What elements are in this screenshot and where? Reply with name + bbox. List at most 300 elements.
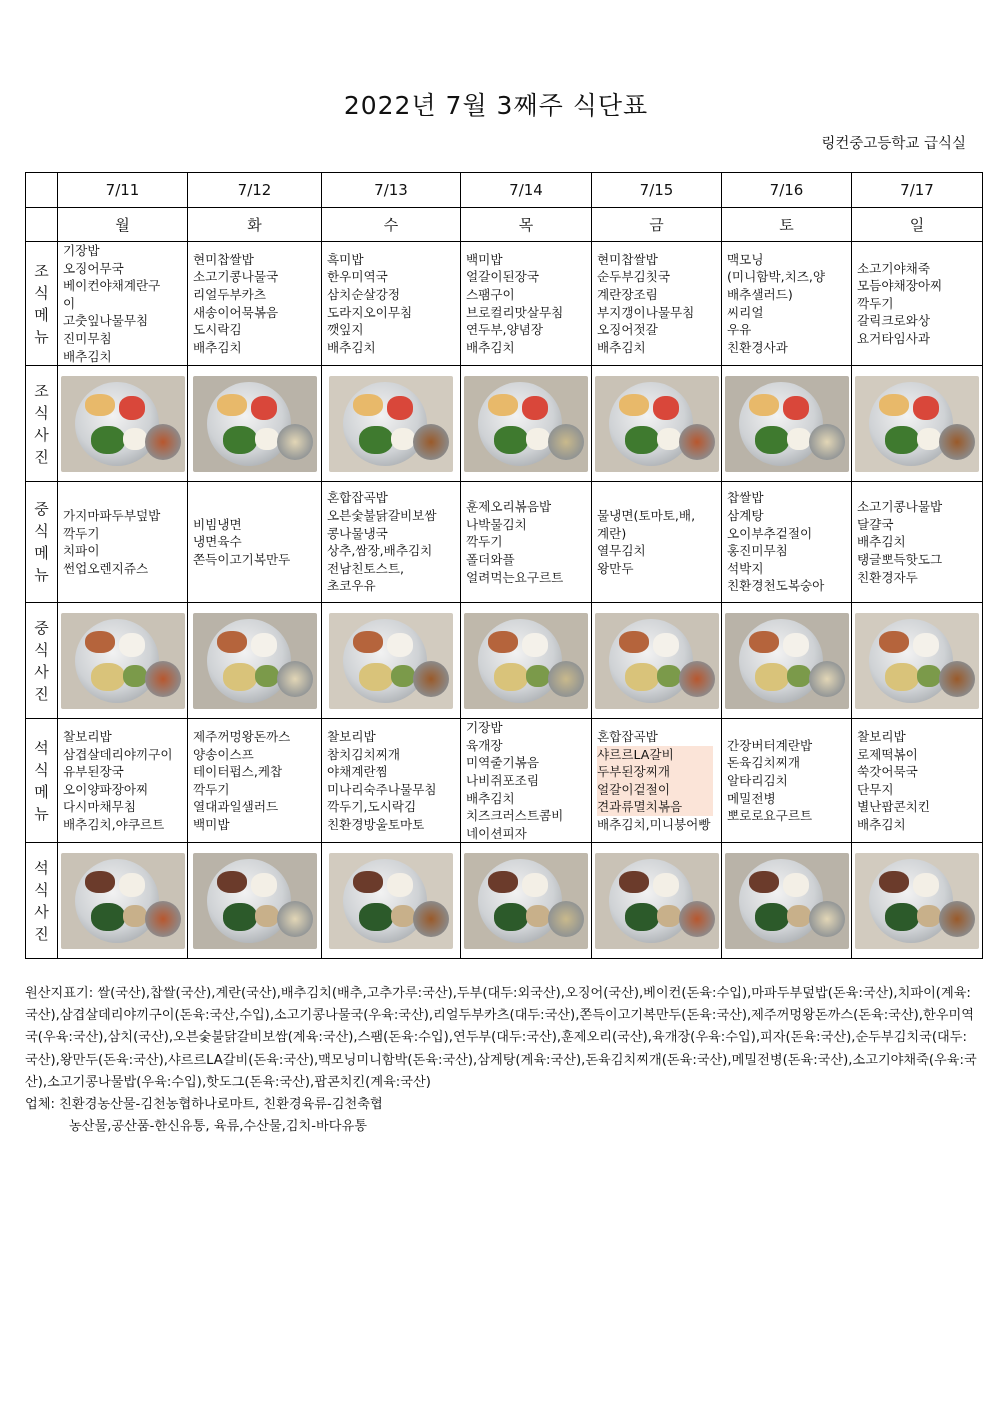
origin-paragraph: [25, 983, 977, 1094]
meal-photo-cell: [188, 843, 322, 959]
menu-item: 제주꺼멍왕돈까스: [193, 728, 291, 744]
meal-photo-cell: [188, 366, 322, 482]
menu-item: 도시락김: [193, 322, 242, 338]
food-portion: [251, 873, 277, 897]
meal-photo: [61, 853, 185, 949]
menu-item: 현미찹쌀밥: [597, 251, 658, 267]
date-cell: 7/16: [722, 173, 852, 208]
food-portion: [217, 631, 247, 653]
meal-photo-cell: [592, 366, 722, 482]
weekday-cell: 화: [188, 208, 322, 242]
food-portion: [91, 663, 125, 691]
food-portion: [885, 663, 919, 691]
menu-item: 테이터펍스,케찹: [193, 764, 283, 780]
row-label-char: 뉴: [34, 566, 49, 585]
lunch-menu-cell: [592, 482, 722, 603]
menu-item: 미역줄기볶음: [466, 755, 539, 771]
menu-item: 양송이스프: [193, 746, 254, 762]
dinner-menu-cell: [722, 719, 852, 843]
row-label-char: 조: [34, 261, 49, 280]
menu-item: 모듬야채장아찌: [857, 278, 943, 294]
menu-item: 진미무침: [63, 330, 112, 346]
food-portion: [913, 396, 939, 420]
food-portion: [488, 394, 518, 416]
food-portion: [494, 426, 528, 454]
food-portion: [787, 905, 811, 927]
food-portion: [494, 903, 528, 931]
menu-item: 찰보리밥: [857, 728, 906, 744]
corner-cell: [26, 208, 58, 242]
menu-item: 친환경천도복숭아: [727, 578, 825, 594]
row-label: [26, 603, 58, 719]
breakfast-menu-cell: [322, 242, 461, 366]
origin-label: 원산지표기:: [25, 986, 94, 1001]
menu-item: 탱글뽀득핫도그: [857, 551, 943, 567]
menu-item: 배추김치: [327, 339, 376, 355]
dinner-photo-row: [26, 843, 983, 959]
plate-graphic: [739, 859, 823, 943]
food-portion: [783, 396, 809, 420]
food-portion: [494, 663, 528, 691]
meal-photo: [595, 376, 719, 472]
food-portion: [223, 663, 257, 691]
weekday-row: [26, 208, 983, 242]
food-portion: [387, 396, 413, 420]
menu-item: 기장밥: [466, 720, 503, 736]
menu-item: 흑미밥: [327, 251, 364, 267]
plate-graphic: [75, 859, 159, 943]
menu-item: 삼치순살강정: [327, 286, 400, 302]
food-portion: [359, 426, 393, 454]
menu-item: 전남친토스트,: [327, 560, 404, 576]
menu-item: 부지갱이나물무침: [597, 304, 695, 320]
weekday-cell: 목: [461, 208, 592, 242]
menu-item: 다시마채무침: [63, 799, 136, 815]
food-portion: [223, 426, 257, 454]
meal-photo-cell: [322, 843, 461, 959]
food-portion: [619, 631, 649, 653]
date-row: [26, 173, 983, 208]
footer-notes: [25, 983, 977, 1138]
menu-item: 새송이어묵볶음: [193, 304, 279, 320]
lunch-photo-row: [26, 603, 983, 719]
menu-item: 배추김치: [63, 348, 112, 364]
meal-photo: [725, 853, 849, 949]
menu-item: 메밀전병: [727, 790, 776, 806]
food-portion: [783, 633, 809, 657]
menu-item: 소고기콩나물국: [193, 269, 279, 285]
breakfast-menu-cell: [461, 242, 592, 366]
meal-photo: [61, 613, 185, 709]
lunch-menu-cell: [188, 482, 322, 603]
row-label-char: 뉴: [34, 327, 49, 346]
weekly-menu-table: [25, 172, 983, 959]
meal-photo-cell: [722, 843, 852, 959]
menu-item: 도라지오이무침: [327, 304, 413, 320]
menu-item: 친환경사과: [727, 339, 788, 355]
food-portion: [223, 903, 257, 931]
row-label-char: 석: [34, 858, 49, 877]
plate-graphic: [869, 859, 953, 943]
menu-item: 쑥갓어묵국: [857, 764, 918, 780]
menu-item: 요거타임사과: [857, 330, 930, 346]
food-portion: [913, 633, 939, 657]
soup-bowl: [145, 661, 181, 697]
menu-item: 돈육김치찌개: [727, 755, 800, 771]
menu-item: 삼계탕: [727, 507, 764, 523]
dinner-menu-cell: [592, 719, 722, 843]
menu-item: 스팸구이: [466, 286, 515, 302]
soup-bowl: [548, 424, 584, 460]
soup-bowl: [679, 661, 715, 697]
meal-photo: [725, 613, 849, 709]
row-label-char: 식: [34, 760, 49, 779]
menu-item: 얼갈이겉절이: [597, 781, 713, 799]
meal-photo: [855, 376, 979, 472]
food-portion: [787, 665, 811, 687]
lunch-menu-cell: [461, 482, 592, 603]
date-cell: 7/12: [188, 173, 322, 208]
menu-item: 한우미역국: [327, 269, 388, 285]
dinner-menu-cell: [852, 719, 983, 843]
food-portion: [879, 631, 909, 653]
menu-item: 고춧잎나물무침: [63, 313, 149, 329]
meal-photo: [329, 853, 453, 949]
menu-item: 배추김치,야쿠르트: [63, 816, 165, 832]
menu-item: 로제떡볶이: [857, 746, 918, 762]
meal-photo: [329, 613, 453, 709]
row-label-char: 뉴: [34, 804, 49, 823]
menu-item: 뽀로로요구르트: [727, 808, 813, 824]
menu-item: 배추김치: [597, 339, 646, 355]
food-portion: [625, 426, 659, 454]
food-portion: [123, 428, 147, 450]
menu-item: 육개장: [466, 737, 503, 753]
row-label-char: 진: [34, 447, 49, 466]
food-portion: [917, 665, 941, 687]
plate-graphic: [75, 619, 159, 703]
soup-bowl: [548, 661, 584, 697]
menu-item: 네이션피자: [466, 825, 527, 841]
food-portion: [657, 665, 681, 687]
menu-item: 두부된장찌개: [597, 763, 713, 781]
menu-item: 견과류멸치볶음: [597, 798, 713, 816]
meal-photo-cell: [461, 366, 592, 482]
menu-item: 초코우유: [327, 578, 376, 594]
soup-bowl: [939, 901, 975, 937]
food-portion: [353, 394, 383, 416]
weekday-cell: 월: [58, 208, 188, 242]
plate-graphic: [609, 382, 693, 466]
menu-item: 베이컨야채계란구: [63, 278, 161, 294]
food-portion: [85, 631, 115, 653]
menu-item: 씨리얼: [727, 304, 764, 320]
soup-bowl: [145, 901, 181, 937]
food-portion: [522, 633, 548, 657]
menu-item: 배추김치: [857, 534, 906, 550]
food-portion: [917, 428, 941, 450]
meal-photo-cell: [852, 843, 983, 959]
menu-item: 유부된장국: [63, 764, 124, 780]
meal-photo: [329, 376, 453, 472]
meal-photo-cell: [722, 366, 852, 482]
menu-item: 배추김치: [466, 339, 515, 355]
food-portion: [755, 426, 789, 454]
menu-item: 계란장조림: [597, 286, 658, 302]
menu-item: 현미찹쌀밥: [193, 251, 254, 267]
meal-photo-cell: [58, 366, 188, 482]
vendor-line-2: 농산물,공산품-한신유통, 육류,수산물,김치-바다유통: [69, 1119, 367, 1135]
food-portion: [359, 663, 393, 691]
soup-bowl: [809, 661, 845, 697]
soup-bowl: [809, 424, 845, 460]
menu-item: 계란): [597, 525, 627, 541]
menu-item: 깍두기: [857, 295, 894, 311]
breakfast-menu-cell: [58, 242, 188, 366]
meal-photo-cell: [722, 603, 852, 719]
row-label-char: 사: [34, 902, 49, 921]
food-portion: [119, 633, 145, 657]
food-portion: [353, 631, 383, 653]
row-label-char: 식: [34, 522, 49, 541]
plate-graphic: [869, 382, 953, 466]
menu-item: 석박지: [727, 560, 764, 576]
meal-photo: [61, 376, 185, 472]
soup-bowl: [939, 424, 975, 460]
menu-item: 소고기콩나물밥: [857, 499, 943, 515]
food-portion: [119, 873, 145, 897]
weekday-cell: 일: [852, 208, 983, 242]
breakfast-menu-cell: [852, 242, 983, 366]
menu-item: 맥모닝: [727, 251, 764, 267]
lunch-menu-cell: [852, 482, 983, 603]
soup-bowl: [277, 424, 313, 460]
menu-item: 백미밥: [466, 251, 503, 267]
food-portion: [755, 663, 789, 691]
food-portion: [913, 873, 939, 897]
soup-bowl: [145, 424, 181, 460]
food-portion: [251, 633, 277, 657]
row-label-char: 사: [34, 425, 49, 444]
corner-cell: [26, 173, 58, 208]
menu-item: 찰보리밥: [63, 728, 112, 744]
plate-graphic: [343, 619, 427, 703]
meal-photo-cell: [322, 366, 461, 482]
menu-item: 우유: [727, 322, 752, 338]
lunch-menu-row: [26, 482, 983, 603]
food-portion: [387, 633, 413, 657]
menu-item: 폴더와플: [466, 551, 515, 567]
dinner-menu-cell: [322, 719, 461, 843]
food-portion: [879, 394, 909, 416]
menu-item: 콩나물냉국: [327, 525, 388, 541]
food-portion: [653, 633, 679, 657]
food-portion: [522, 396, 548, 420]
meal-photo: [855, 613, 979, 709]
menu-item: 간장버터계란밥: [727, 737, 813, 753]
row-label-char: 메: [34, 544, 49, 563]
menu-item: 오징어젓갈: [597, 322, 658, 338]
dinner-menu-row: [26, 719, 983, 843]
weekday-cell: 금: [592, 208, 722, 242]
meal-photo: [464, 376, 588, 472]
plate-graphic: [739, 619, 823, 703]
vendor-line-1: 친환경농산물-김천농협하나로마트, 친환경육류-김천축협: [59, 1097, 383, 1113]
plate-graphic: [75, 382, 159, 466]
food-portion: [526, 905, 550, 927]
meal-photo: [193, 376, 317, 472]
menu-item: 미나리숙주나물무침: [327, 781, 437, 797]
plate-graphic: [207, 859, 291, 943]
plate-graphic: [207, 619, 291, 703]
meal-photo-cell: [322, 603, 461, 719]
menu-item: 쫀득이고기복만두: [193, 551, 291, 567]
menu-item: 이: [63, 295, 76, 311]
food-portion: [387, 873, 413, 897]
menu-item: 깍두기,도시락김: [327, 799, 417, 815]
meal-photo: [464, 613, 588, 709]
date-cell: 7/13: [322, 173, 461, 208]
menu-item: 열대과일샐러드: [193, 799, 279, 815]
food-portion: [879, 871, 909, 893]
menu-item: 오이부추겉절이: [727, 525, 813, 541]
row-label: [26, 482, 58, 603]
menu-item: 브로컬리맛살무침: [466, 304, 564, 320]
dinner-menu-cell: [461, 719, 592, 843]
plate-graphic: [478, 619, 562, 703]
dinner-menu-cell: [188, 719, 322, 843]
menu-item: 참치김치찌개: [327, 746, 400, 762]
food-portion: [653, 396, 679, 420]
meal-photo: [855, 853, 979, 949]
menu-item: 가지마파두부덮밥: [63, 507, 161, 523]
meal-photo: [725, 376, 849, 472]
menu-item: 얼갈이된장국: [466, 269, 539, 285]
row-label: [26, 843, 58, 959]
menu-item: 깍두기: [63, 525, 100, 541]
menu-item: 나박물김치: [466, 516, 527, 532]
page-title: 2022년 7월 3째주 식단표: [343, 91, 649, 120]
menu-item: 백미밥: [193, 816, 230, 832]
row-label-char: 식: [34, 880, 49, 899]
food-portion: [488, 631, 518, 653]
food-portion: [85, 394, 115, 416]
food-portion: [255, 665, 279, 687]
lunch-menu-cell: [722, 482, 852, 603]
food-portion: [123, 665, 147, 687]
date-cell: 7/11: [58, 173, 188, 208]
menu-item: 열무김치: [597, 543, 646, 559]
soup-bowl: [939, 661, 975, 697]
meal-photo: [464, 853, 588, 949]
row-label: [26, 242, 58, 366]
meal-photo-cell: [461, 603, 592, 719]
breakfast-menu-cell: [722, 242, 852, 366]
food-portion: [85, 871, 115, 893]
menu-item: 얼려먹는요구르트: [466, 569, 564, 585]
food-portion: [391, 665, 415, 687]
menu-item: 배추샐러드): [727, 286, 793, 302]
meal-photo: [595, 613, 719, 709]
row-label: [26, 719, 58, 843]
menu-item: 샤르르LA갈비: [597, 746, 713, 764]
menu-item: 달걀국: [857, 516, 894, 532]
date-cell: 7/17: [852, 173, 983, 208]
lunch-menu-cell: [322, 482, 461, 603]
menu-item: 물냉면(토마토,배,: [597, 507, 696, 523]
food-portion: [123, 905, 147, 927]
row-label-char: 진: [34, 924, 49, 943]
menu-item: 리얼두부카츠: [193, 286, 266, 302]
plate-graphic: [869, 619, 953, 703]
menu-item: 순두부김칫국: [597, 269, 670, 285]
menu-item: 오징어무국: [63, 260, 124, 276]
breakfast-menu-cell: [188, 242, 322, 366]
food-portion: [619, 871, 649, 893]
food-portion: [255, 905, 279, 927]
menu-item: 깍두기: [193, 781, 230, 797]
menu-item: 친환경방울토마토: [327, 816, 425, 832]
food-portion: [526, 665, 550, 687]
menu-item: (미니함박,치즈,양: [727, 269, 826, 285]
vendor-label: 업체:: [25, 1097, 55, 1113]
school-name: 링컨중고등학교 급식실: [821, 136, 966, 152]
food-portion: [619, 394, 649, 416]
food-portion: [653, 873, 679, 897]
menu-item: 비빔냉면: [193, 516, 242, 532]
meal-photo-cell: [592, 843, 722, 959]
soup-bowl: [413, 901, 449, 937]
date-cell: 7/14: [461, 173, 592, 208]
menu-item: 친환경자두: [857, 569, 918, 585]
menu-item: 배추김치,미니붕어빵: [597, 816, 711, 832]
row-label-char: 진: [34, 684, 49, 703]
row-label-char: 중: [34, 618, 49, 637]
dinner-menu-cell: [58, 719, 188, 843]
menu-item: 배추김치: [466, 790, 515, 806]
food-portion: [217, 394, 247, 416]
plate-graphic: [478, 382, 562, 466]
food-portion: [91, 426, 125, 454]
food-portion: [255, 428, 279, 450]
food-portion: [625, 903, 659, 931]
menu-item: 냉면육수: [193, 534, 242, 550]
food-portion: [749, 631, 779, 653]
food-portion: [657, 905, 681, 927]
soup-bowl: [809, 901, 845, 937]
food-portion: [391, 428, 415, 450]
menu-item: 훈제오리볶음밥: [466, 499, 552, 515]
menu-item: 별난팝콘치킨: [857, 799, 930, 815]
food-portion: [526, 428, 550, 450]
meal-photo-cell: [58, 603, 188, 719]
plate-graphic: [609, 619, 693, 703]
menu-item: 치파이: [63, 543, 100, 559]
food-portion: [755, 903, 789, 931]
soup-bowl: [679, 901, 715, 937]
menu-item: 연두부,양념장: [466, 322, 543, 338]
food-portion: [119, 396, 145, 420]
meal-photo: [595, 853, 719, 949]
breakfast-photo-row: [26, 366, 983, 482]
menu-item: 깻잎지: [327, 322, 364, 338]
meal-photo: [193, 853, 317, 949]
row-label-char: 석: [34, 738, 49, 757]
menu-item: 기장밥: [63, 243, 100, 258]
menu-item: 배추김치: [857, 816, 906, 832]
row-label-char: 중: [34, 500, 49, 519]
breakfast-menu-row: [26, 242, 983, 366]
